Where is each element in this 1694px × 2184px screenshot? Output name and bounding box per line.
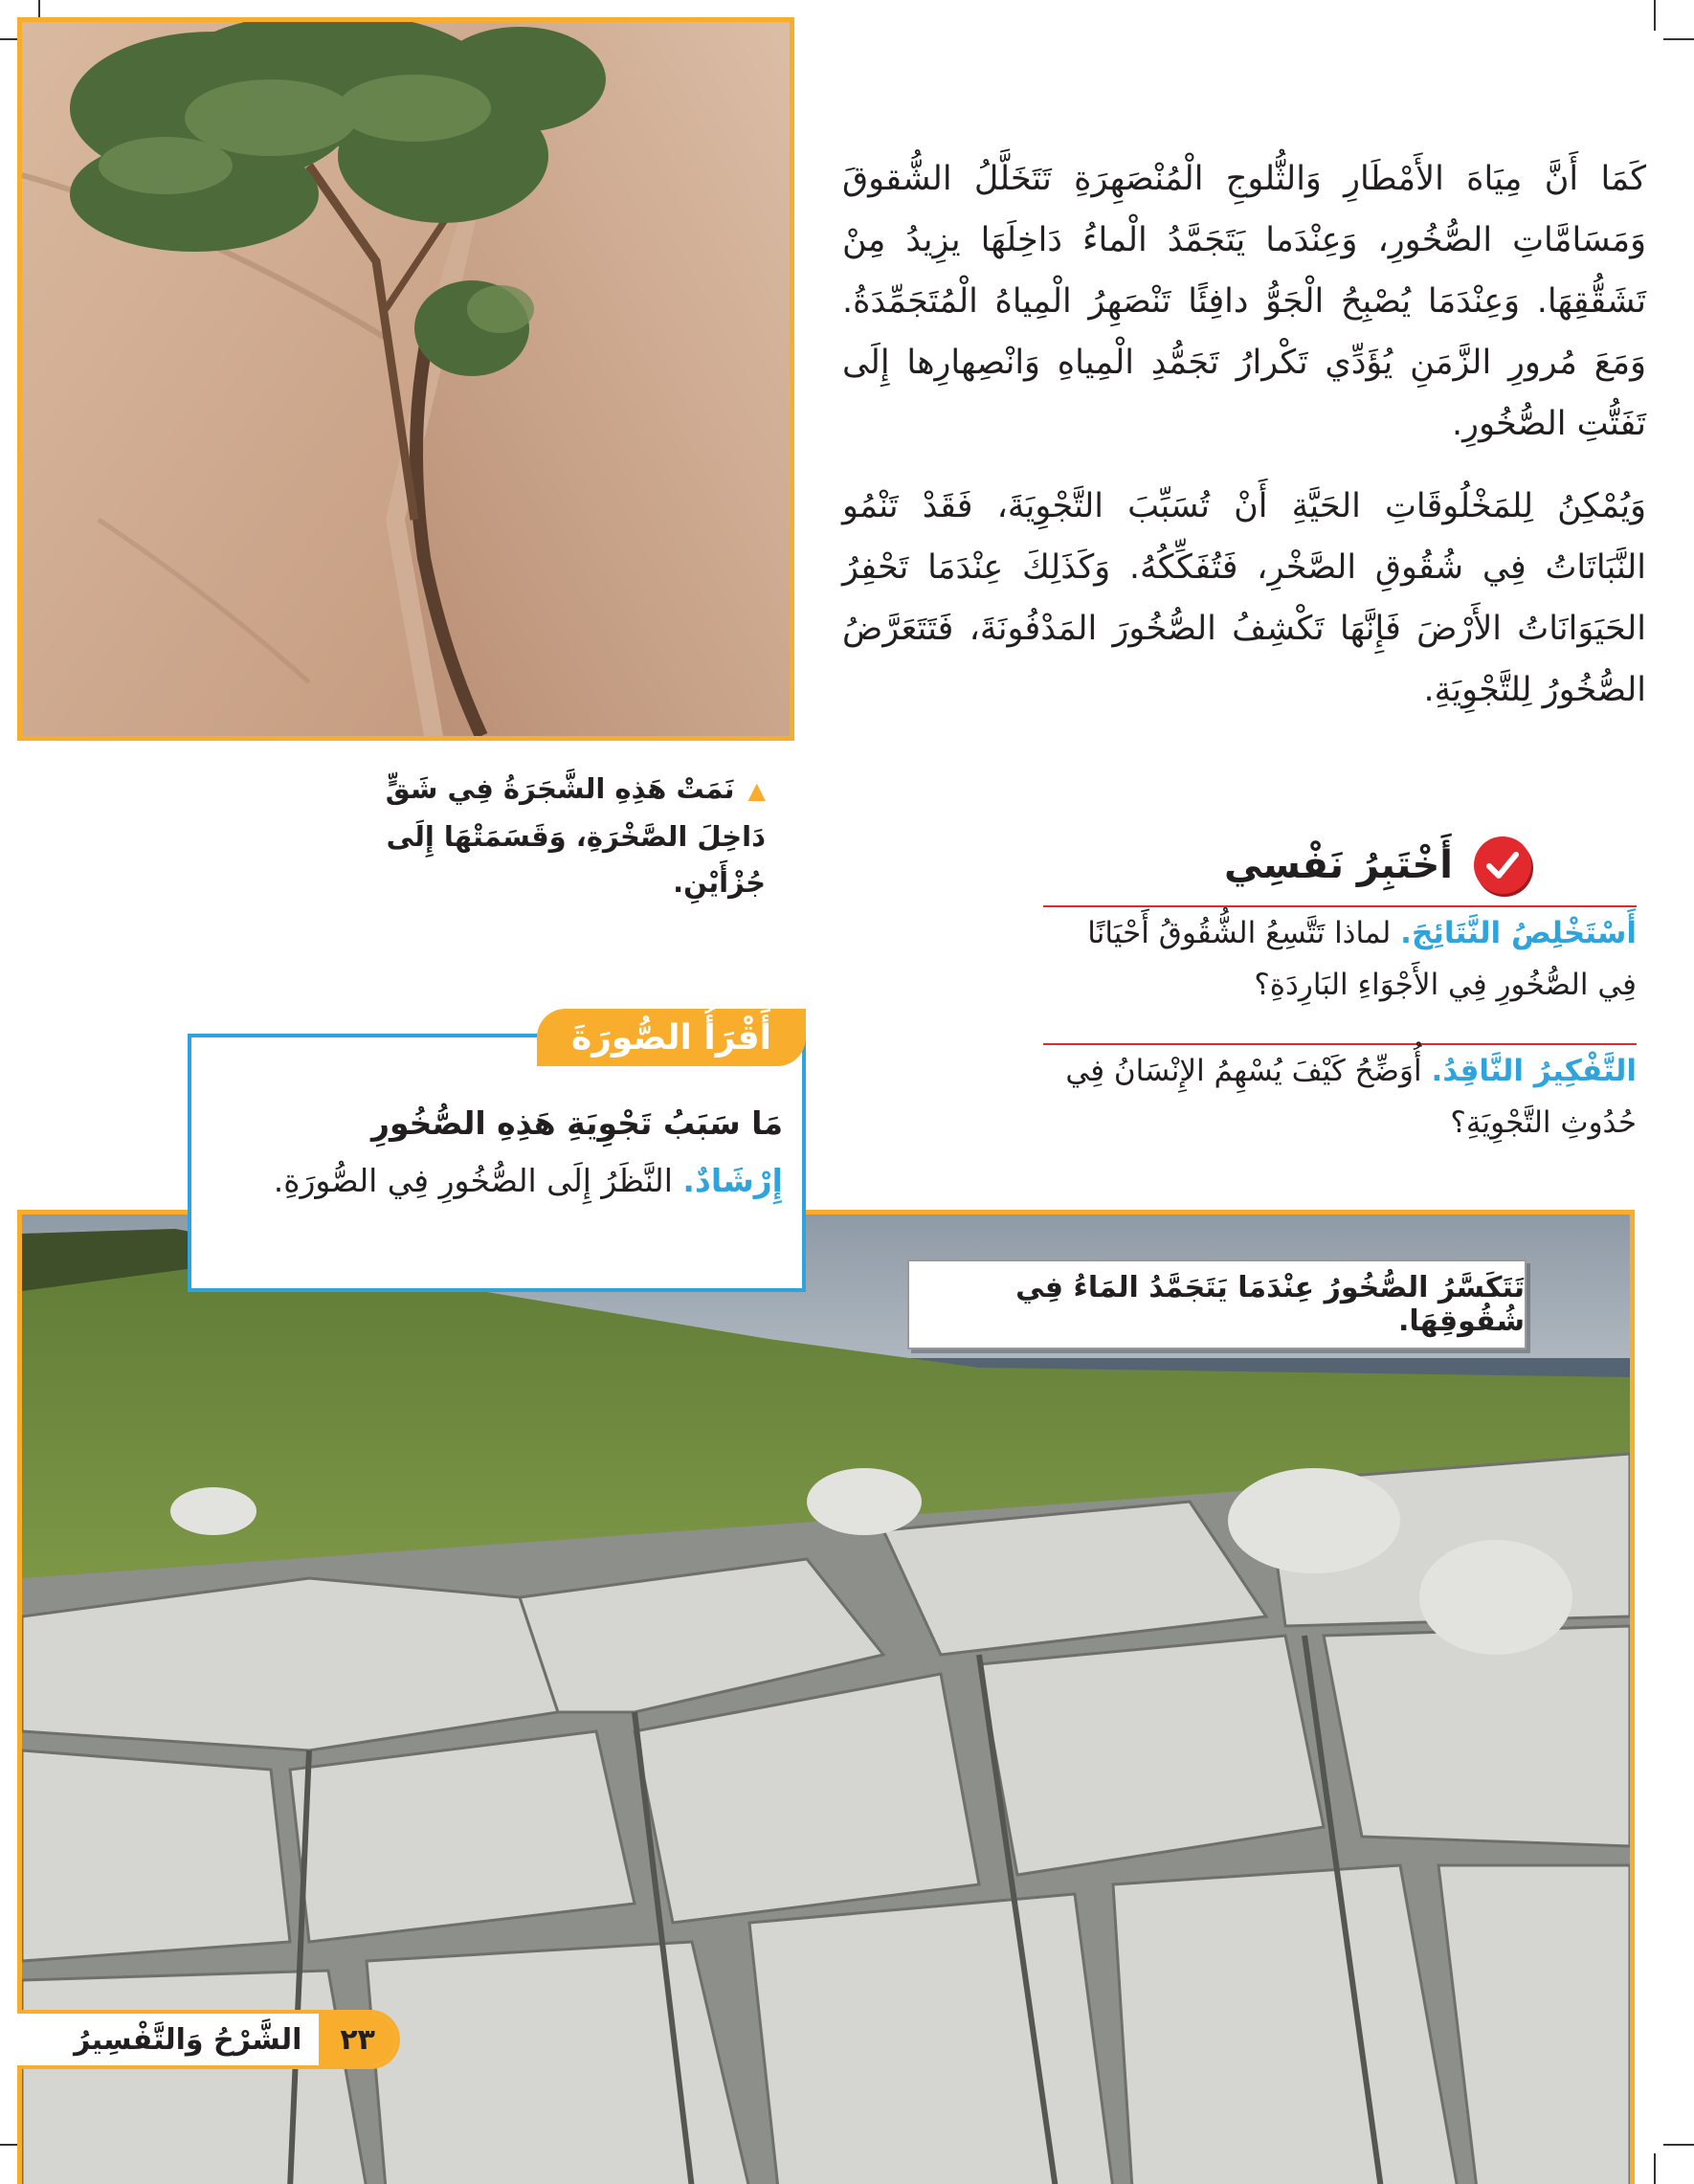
paragraph-living-things: وَيُمْكِنُ لِلمَخْلُوقَاتِ الحَيَّةِ أَنْ تُسَبِّبَ التَّجْوِيَةَ، فَقَدْ تَنْمُو النَّبَاتَاتُ فِي شُقُوقِ الصَّخْرِ، فَتُفَكِّكُهُ. وَكَذَلِكَ عِنْدَمَا تَحْفِرُ الحَيَوَانَاتُ الأَرْضَ فَإِنَّهَا تَكْشِفُ الصُّخُورَ المَدْفُونَةَ، فَتَتَعَرَّضُ الصُّخُورُ لِلتَّجْوِيَةِ. bbox=[842, 487, 1646, 709]
read-the-picture-question: مَا سَبَبُ تَجْوِيَةِ هَذِهِ الصُّخُورِ bbox=[370, 1104, 783, 1142]
self-check-heading bbox=[1120, 829, 1531, 902]
self-check-title: أَخْتَبِرُ نَفْسِي bbox=[1224, 843, 1453, 887]
read-the-picture-title: أَقْرَأُ الصُّورَةَ bbox=[537, 1009, 806, 1066]
read-the-picture-box bbox=[188, 1017, 806, 1292]
question-label: التَّفْكِيرُ النَّاقِدُ. bbox=[1431, 1054, 1637, 1088]
checkmark-icon bbox=[1474, 836, 1531, 894]
question-text: لماذا تَتَّسِعُ الشُّقُوقُ أَحْيَانًا فِي الصُّخُورِ فِي الأَجْوَاءِ البَارِدَةِ؟ bbox=[1087, 916, 1637, 1002]
page-footer-tab bbox=[17, 2010, 400, 2069]
body-text bbox=[842, 148, 1646, 742]
tree-caption-text: نَمَتْ هَذِهِ الشَّجَرَةُ فِي شَقٍّ دَاخِلَ الصَّخْرَةِ، وَقَسَمَتْهَا إِلَى جُزْأَيْنِ. bbox=[385, 772, 766, 899]
read-the-picture-hint bbox=[211, 1152, 783, 1210]
rocks-photo-caption bbox=[907, 1259, 1527, 1349]
question-label: أَسْتَخْلِصُ النَّتَائِجَ. bbox=[1400, 916, 1637, 950]
tree-photo-caption bbox=[364, 766, 766, 905]
read-the-picture-body bbox=[211, 1095, 783, 1210]
caption-triangle-icon: ▲ bbox=[747, 777, 766, 804]
question-text: أُوَضِّحُ كَيْفَ يُسْهِمُ الإِنْسَانُ فِي حُدُوثِ التَّجْوِيَةِ؟ bbox=[1065, 1054, 1637, 1140]
page-number: ٢٣ bbox=[319, 2014, 396, 2065]
tree-in-rock-photo bbox=[17, 17, 794, 741]
question-draw-conclusions bbox=[1043, 905, 1637, 1011]
question-critical-thinking bbox=[1043, 1043, 1637, 1148]
paragraph-freeze-thaw: كَمَا أَنَّ مِيَاهَ الأَمْطَارِ وَالثُّلوجِ الْمُنْصَهِرَةِ تَتَخَلَّلُ الشُّقوقَ وَمَسَامَّاتِ الصُّخُورِ، وَعِنْدَما يَتَجَمَّدُ الْماءُ دَاخِلَهَا يزِيدُ مِنْ تَشَقُّقِهَا. وَعِنْدَمَا يُصْبِحُ الْجَوُّ دافِئًا تَنْصَهِرُ الْمِياهُ الْمُتَجَمِّدَةُ. وَمَعَ مُرورِ الزَّمَنِ يُؤَدِّي تَكْرارُ تَجَمُّدِ الْمِياهِ وَانْصِهارِها إِلَى تَفَتُّتِ الصُّخُورِ. bbox=[842, 160, 1646, 443]
hint-label: إِرْشَادٌ. bbox=[682, 1162, 783, 1199]
section-name: الشَّرْحُ وَالتَّفْسِيرُ bbox=[74, 2022, 302, 2057]
hint-text: النَّظَرُ إِلَى الصُّخُورِ فِي الصُّورَةِ. bbox=[273, 1162, 673, 1199]
rocks-caption-text: تَتَكَسَّرُ الصُّخُورُ عِنْدَمَا يَتَجَمَّدُ المَاءُ فِي شُقُوقِهَا. bbox=[1015, 1271, 1525, 1338]
